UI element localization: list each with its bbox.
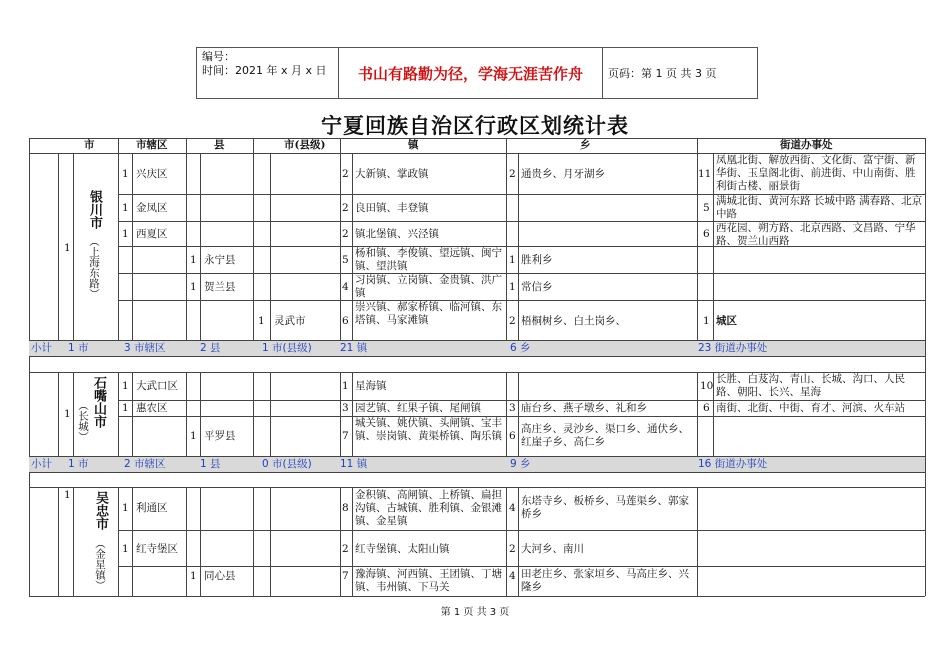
district-name: 兴庆区 xyxy=(136,168,168,180)
city-name-shizuishan: 石嘴山市 xyxy=(91,376,106,428)
subtotal-towns: 11 镇 xyxy=(340,458,368,470)
county-count: 1 xyxy=(190,254,197,266)
district-name: 红寺堡区 xyxy=(136,543,178,555)
town-count: 7 xyxy=(342,570,349,582)
subtotal-label: 小计 xyxy=(31,342,52,354)
street-list: 南街、北街、中街、育才、河滨、火车站 xyxy=(716,402,905,414)
xiang-list: 大河乡、南川 xyxy=(521,543,584,555)
town-count: 1 xyxy=(342,380,349,392)
city-note-wuzhong: （金星镇） xyxy=(94,538,106,591)
city-level-count: 1 xyxy=(258,315,265,327)
page-title: 宁夏回族自治区行政区划统计表 xyxy=(321,113,629,138)
header-motto: 书山有路勤为径，学海无涯苦作舟 xyxy=(339,48,603,98)
district-count: 1 xyxy=(122,380,129,392)
street-list: 城区 xyxy=(716,315,737,327)
county-count: 1 xyxy=(190,570,197,582)
xiang-count: 4 xyxy=(509,570,516,582)
xiang-list: 梧桐树乡、白土岗乡、 xyxy=(521,315,626,327)
xiang-count: 2 xyxy=(509,168,516,180)
town-count: 5 xyxy=(342,254,349,266)
city-name-wuzhong: 吴忠市 xyxy=(93,491,108,530)
district-name: 金凤区 xyxy=(136,202,168,214)
street-list: 长胜、白芨沟、青山、长城、沟口、人民路、朝阳、长兴、星海 xyxy=(716,373,905,398)
town-list: 镇北堡镇、兴泾镇 xyxy=(355,228,439,240)
town-count: 6 xyxy=(342,315,349,327)
xiang-list: 通贵乡、月牙湖乡 xyxy=(521,168,605,180)
county-name: 永宁县 xyxy=(204,254,236,266)
time-label: 时间：2021 年 x 月 x 日 xyxy=(202,64,327,77)
district-count: 1 xyxy=(122,202,129,214)
subtotal-district: 2 市辖区 xyxy=(124,458,166,470)
col-header-county: 县 xyxy=(214,139,225,151)
subtotal-streets: 23 街道办事处 xyxy=(698,342,768,354)
subtotal-row xyxy=(29,341,925,356)
town-list: 城关镇、姚伏镇、头闸镇、宝丰镇、崇岗镇、黄渠桥镇、陶乐镇 xyxy=(355,417,502,442)
document-header xyxy=(196,47,758,99)
district-name: 大武口区 xyxy=(136,380,178,392)
xiang-count: 2 xyxy=(509,315,516,327)
town-count: 2 xyxy=(342,168,349,180)
xiang-count: 1 xyxy=(509,254,516,266)
xiang-list: 高庄乡、灵沙乡、渠口乡、通伏乡、红崖子乡、高仁乡 xyxy=(521,423,689,448)
town-count: 2 xyxy=(342,202,349,214)
page-footer: 第 1 页 共 3 页 xyxy=(440,607,510,618)
subtotal-city: 1 市 xyxy=(68,342,89,354)
district-count: 1 xyxy=(122,502,129,514)
town-list: 良田镇、丰登镇 xyxy=(355,202,429,214)
street-count: 11 xyxy=(698,168,712,180)
town-list: 园艺镇、红果子镇、尾闸镇 xyxy=(355,402,481,414)
subtotal-streets: 16 街道办事处 xyxy=(698,458,768,470)
col-header-city: 市 xyxy=(84,139,95,151)
subtotal-xiang: 9 乡 xyxy=(510,458,531,470)
county-count: 1 xyxy=(190,430,197,442)
county-count: 1 xyxy=(190,281,197,293)
subtotal-city: 1 市 xyxy=(68,458,89,470)
city-count: 1 xyxy=(64,242,71,254)
subtotal-district: 3 市辖区 xyxy=(124,342,166,354)
town-count: 8 xyxy=(342,502,349,514)
town-list: 习岗镇、立岗镇、金贵镇、洪广镇 xyxy=(355,274,502,299)
city-note-yinchuan: （上海东路） xyxy=(88,236,100,299)
city-count: 1 xyxy=(64,408,71,420)
subtotal-towns: 21 镇 xyxy=(340,342,368,354)
town-list: 豫海镇、河西镇、王团镇、丁塘镇、韦州镇、下马关 xyxy=(355,568,502,593)
subtotal-county: 2 县 xyxy=(200,342,221,354)
town-count: 7 xyxy=(342,430,349,442)
header-page-label: 页码：第 1 页 共 3 页 xyxy=(608,67,717,80)
city-count: 1 xyxy=(64,489,71,501)
col-header-district: 市辖区 xyxy=(136,139,168,151)
town-count: 2 xyxy=(342,228,349,240)
street-count: 1 xyxy=(703,315,710,327)
xiang-list: 东塔寺乡、板桥乡、马莲渠乡、郭家桥乡 xyxy=(521,495,689,520)
xiang-count: 6 xyxy=(509,430,516,442)
subtotal-row xyxy=(29,457,925,472)
xiang-count: 1 xyxy=(509,281,516,293)
subtotal-label: 小计 xyxy=(31,458,52,470)
subtotal-xiang: 6 乡 xyxy=(510,342,531,354)
district-count: 1 xyxy=(122,402,129,414)
district-count: 1 xyxy=(122,168,129,180)
xiang-list: 庙台乡、燕子墩乡、礼和乡 xyxy=(521,402,647,414)
town-count: 3 xyxy=(342,402,349,414)
county-name: 同心县 xyxy=(204,570,236,582)
town-list: 崇兴镇、郝家桥镇、临河镇、东塔镇、马家滩镇 xyxy=(355,301,502,326)
town-list: 杨和镇、李俊镇、望远镇、闽宁镇、望洪镇 xyxy=(355,247,502,272)
xiang-count: 4 xyxy=(509,502,516,514)
town-list: 红寺堡镇、太阳山镇 xyxy=(355,543,450,555)
town-count: 2 xyxy=(342,543,349,555)
city-level-name: 灵武市 xyxy=(274,315,306,327)
county-name: 贺兰县 xyxy=(204,281,236,293)
subtotal-county: 1 县 xyxy=(200,458,221,470)
district-name: 西夏区 xyxy=(136,228,168,240)
town-list: 大新镇、掌政镇 xyxy=(355,168,429,180)
street-count: 6 xyxy=(703,402,710,414)
subtotal-city-level: 1 市(县级) xyxy=(262,342,312,354)
street-count: 6 xyxy=(703,228,710,240)
xiang-count: 2 xyxy=(509,543,516,555)
col-header-city-level: 市(县级) xyxy=(284,139,326,151)
district-count: 1 xyxy=(122,543,129,555)
street-count: 10 xyxy=(700,380,714,392)
col-header-xiang: 乡 xyxy=(580,139,591,151)
street-list: 满城北街、黄河东路 长城中路 满春路、北京中路 xyxy=(716,195,923,220)
header-meta xyxy=(197,48,339,98)
street-list: 西花园、朔方路、北京西路、文昌路、宁华路、贺兰山西路 xyxy=(716,222,916,247)
xiang-list: 胜利乡 xyxy=(521,254,553,266)
town-list: 金积镇、高闸镇、上桥镇、扁担沟镇、古城镇、胜利镇、金银滩镇、金星镇 xyxy=(355,489,502,527)
town-list: 星海镇 xyxy=(355,380,387,392)
number-label: 编号： xyxy=(202,50,235,63)
district-count: 1 xyxy=(122,228,129,240)
county-name: 平罗县 xyxy=(204,430,236,442)
col-header-town: 镇 xyxy=(408,139,419,151)
city-name-yinchuan: 银川市 xyxy=(87,190,102,229)
town-count: 4 xyxy=(342,281,349,293)
district-name: 惠农区 xyxy=(136,402,168,414)
street-count: 5 xyxy=(703,202,710,214)
col-header-streets: 街道办事处 xyxy=(780,139,833,151)
street-list: 凤凰北街、解放西街、文化街、富宁街、新华街、玉皇阁北街、前进街、中山南街、胜利街古楼、丽景街 xyxy=(716,154,916,192)
district-name: 利通区 xyxy=(136,502,168,514)
xiang-list: 田老庄乡、张家垣乡、马高庄乡、兴隆乡 xyxy=(521,568,689,593)
subtotal-city-level: 0 市(县级) xyxy=(262,458,312,470)
xiang-list: 常信乡 xyxy=(521,281,553,293)
city-note-shizuishan: （长城） xyxy=(77,400,89,442)
xiang-count: 3 xyxy=(509,402,516,414)
